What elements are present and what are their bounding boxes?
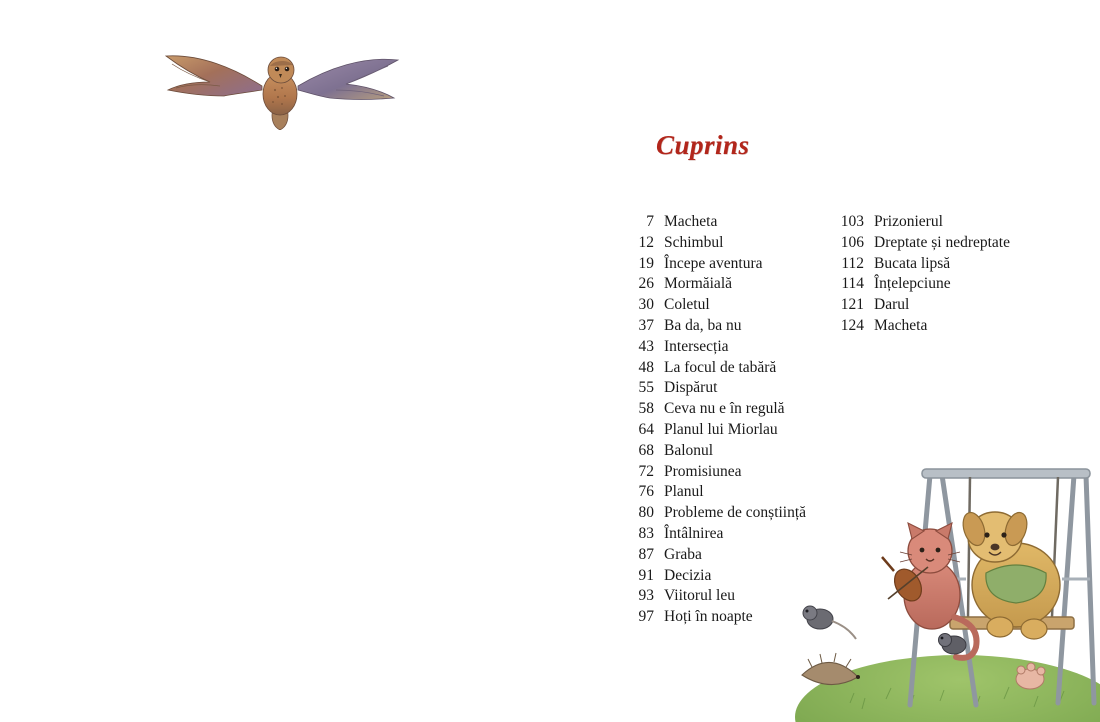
toc-entry-title: Planul lui Miorlau: [664, 420, 778, 438]
list-item[interactable]: [628, 295, 838, 316]
toc-page-number: 58: [638, 400, 654, 418]
list-item[interactable]: [628, 399, 838, 420]
toc-entry-title: Dreptate și nedreptate: [874, 233, 1010, 251]
toc-entry-title: Bucata lipsă: [874, 254, 951, 272]
toc-page-number: 83: [638, 524, 654, 542]
toc-entry-title: Hoți în noapte: [664, 608, 753, 626]
list-item[interactable]: [838, 254, 1088, 275]
toc-page-number: 97: [638, 608, 654, 626]
toc-page-number: 19: [638, 254, 654, 272]
toc-entry-title: Ba da, ba nu: [664, 316, 742, 334]
toc-page-number: 37: [638, 316, 654, 334]
toc-page-number: 68: [638, 441, 654, 459]
toc-page-number: 76: [638, 483, 654, 501]
animals-on-swing-illustration: [790, 467, 1100, 722]
toc-entry-title: Prizonierul: [874, 213, 943, 230]
list-item[interactable]: [628, 358, 838, 379]
toc-entry-title: Înțelepciune: [874, 275, 951, 293]
toc-page-number: 114: [841, 275, 864, 293]
toc-entry-title: Probleme de conștiință: [664, 504, 807, 522]
list-item[interactable]: [628, 316, 838, 337]
toc-entry-title: Întâlnirea: [664, 524, 724, 542]
toc-entry-title: Începe aventura: [664, 254, 763, 272]
toc-entry-title: Decizia: [664, 566, 712, 584]
toc-page-number: 80: [638, 504, 654, 522]
toc-entry-title: Darul: [874, 296, 910, 314]
list-item[interactable]: [838, 212, 1088, 233]
toc-page-number: 87: [638, 545, 654, 563]
toc-entry-title: Graba: [664, 545, 702, 563]
flying-bird-illustration: [150, 38, 410, 130]
toc-page-number: 43: [638, 337, 654, 355]
toc-page-number: 93: [638, 587, 654, 605]
toc-entry-title: Schimbul: [664, 233, 724, 251]
toc-page-number: 26: [638, 275, 654, 293]
toc-entry-title: Ceva nu e în regulă: [664, 400, 785, 418]
list-item[interactable]: [628, 212, 838, 233]
toc-entry-title: Dispărut: [664, 379, 718, 397]
toc-page-number: 91: [638, 566, 654, 584]
toc-page-number: 112: [841, 254, 864, 272]
list-item[interactable]: [628, 337, 838, 358]
toc-entry-title: Balonul: [664, 441, 714, 459]
toc-page-number: 103: [840, 213, 864, 230]
toc-entry-title: La focul de tabără: [664, 358, 777, 376]
list-item[interactable]: [838, 274, 1088, 295]
toc-page-number: 64: [638, 420, 654, 438]
toc-page-number: 30: [638, 296, 654, 314]
toc-page-number: 106: [840, 233, 864, 251]
toc-entry-title: Intersecția: [664, 337, 729, 355]
toc-entry-title: Viitorul leu: [664, 587, 735, 605]
toc-entry-title: Coletul: [664, 296, 710, 314]
toc-entry-title: Macheta: [874, 316, 928, 334]
list-item[interactable]: [628, 274, 838, 295]
list-item[interactable]: [628, 441, 838, 462]
toc-page-number: 7: [646, 213, 654, 230]
toc-page-number: 12: [638, 233, 654, 251]
list-item[interactable]: [628, 233, 838, 254]
list-item[interactable]: [628, 378, 838, 399]
toc-entry-title: Macheta: [664, 213, 718, 230]
list-item[interactable]: [628, 420, 838, 441]
list-item[interactable]: [838, 316, 1088, 337]
toc-page-number: 72: [638, 462, 654, 480]
toc-page-number: 48: [638, 358, 654, 376]
list-item[interactable]: [838, 295, 1088, 316]
page-title: Cuprins: [656, 130, 750, 160]
list-item[interactable]: [628, 254, 838, 275]
toc-entry-title: Planul: [664, 483, 704, 501]
list-item[interactable]: [838, 233, 1088, 254]
toc-entry-title: Promisiunea: [664, 462, 742, 480]
toc-page-number: 124: [840, 316, 864, 334]
toc-page-number: 55: [638, 379, 654, 397]
toc-entry-title: Mormăială: [664, 275, 733, 293]
toc-page-number: 121: [840, 296, 864, 314]
